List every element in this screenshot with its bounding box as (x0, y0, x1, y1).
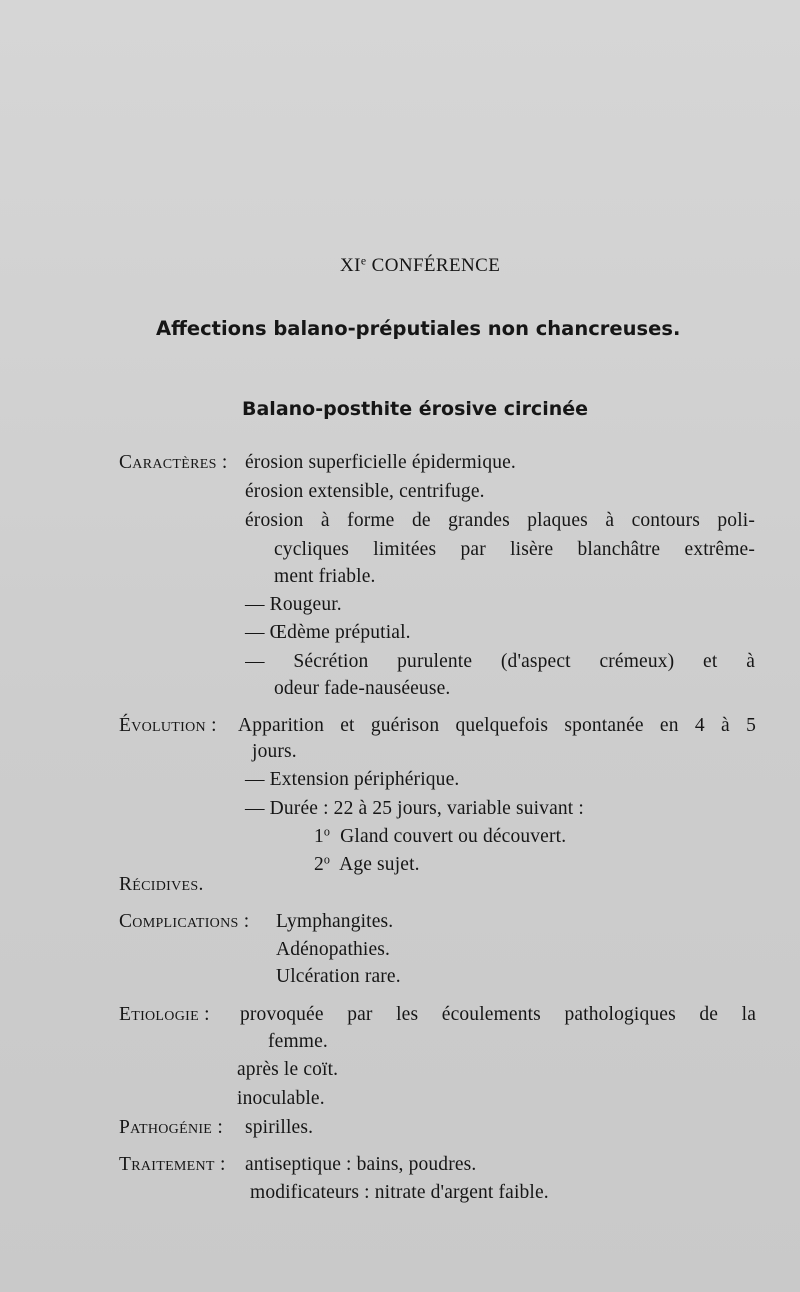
item-number-suffix: o (323, 824, 331, 839)
complications-label: Complications : (119, 911, 250, 932)
evolution-line-1: Apparition et guérison quelquefois spontanée en 4 à 5 (238, 715, 756, 736)
etiologie-line-4: inoculable. (237, 1088, 325, 1109)
caracteres-line-5: ment friable. (274, 566, 376, 587)
caracteres-line-6: — Rougeur. (245, 594, 342, 615)
traitement-line-2: modificateurs : nitrate d'argent faible. (250, 1182, 549, 1203)
caracteres-line-3: érosion à forme de grandes plaques à contours poli- (245, 510, 755, 531)
evolution-item-1 (314, 826, 566, 848)
etiologie-line-3: après le coït. (237, 1059, 339, 1080)
complications-line-2: Adénopathies. (276, 939, 391, 960)
recidives-label: Récidives. (119, 874, 204, 895)
traitement-line-1: antiseptique : bains, poudres. (245, 1154, 477, 1175)
conference-heading (340, 255, 500, 277)
item-number-suffix: o (323, 852, 331, 867)
evolution-label: Évolution : (119, 715, 217, 736)
caracteres-line-9: odeur fade-nauséeuse. (274, 678, 451, 699)
traitement-label: Traitement : (119, 1154, 226, 1175)
caracteres-line-8: — Sécrétion purulente (d'aspect crémeux) et à (245, 651, 755, 672)
caracteres-line-2: érosion extensible, centrifuge. (245, 481, 485, 502)
etiologie-label: Etiologie : (119, 1004, 210, 1025)
etiologie-line-1: provoquée par les écoulements pathologiques de la (240, 1004, 756, 1025)
pathogenie-label: Pathogénie : (119, 1117, 224, 1138)
conference-word: CONFÉRENCE (371, 255, 501, 276)
item-number: 1 (314, 826, 324, 847)
item-text: Gland couvert ou découvert. (340, 826, 567, 847)
caracteres-line-7: — Œdème préputial. (245, 622, 411, 643)
pathogenie-line-1: spirilles. (245, 1117, 314, 1138)
conference-number-suffix: e (360, 254, 367, 268)
complications-line-3: Ulcération rare. (276, 966, 401, 987)
chapter-title: Affections balano-préputiales non chancreuses. (156, 317, 681, 340)
evolution-item-2 (314, 854, 420, 876)
caracteres-line-1: érosion superficielle épidermique. (245, 452, 516, 473)
item-number: 2 (314, 854, 324, 875)
evolution-line-3: — Extension périphérique. (245, 769, 460, 790)
section-subtitle: Balano-posthite érosive circinée (242, 398, 589, 420)
etiologie-line-2: femme. (268, 1031, 328, 1052)
evolution-line-4: — Durée : 22 à 25 jours, variable suivant : (245, 798, 584, 819)
complications-line-1: Lymphangites. (276, 911, 394, 932)
conference-number: XI (340, 255, 361, 276)
evolution-line-2: jours. (252, 741, 297, 762)
item-text: Age sujet. (339, 854, 420, 875)
caracteres-line-4: cycliques limitées par lisère blanchâtre extrême- (274, 539, 755, 560)
caracteres-label: Caractères : (119, 452, 228, 473)
